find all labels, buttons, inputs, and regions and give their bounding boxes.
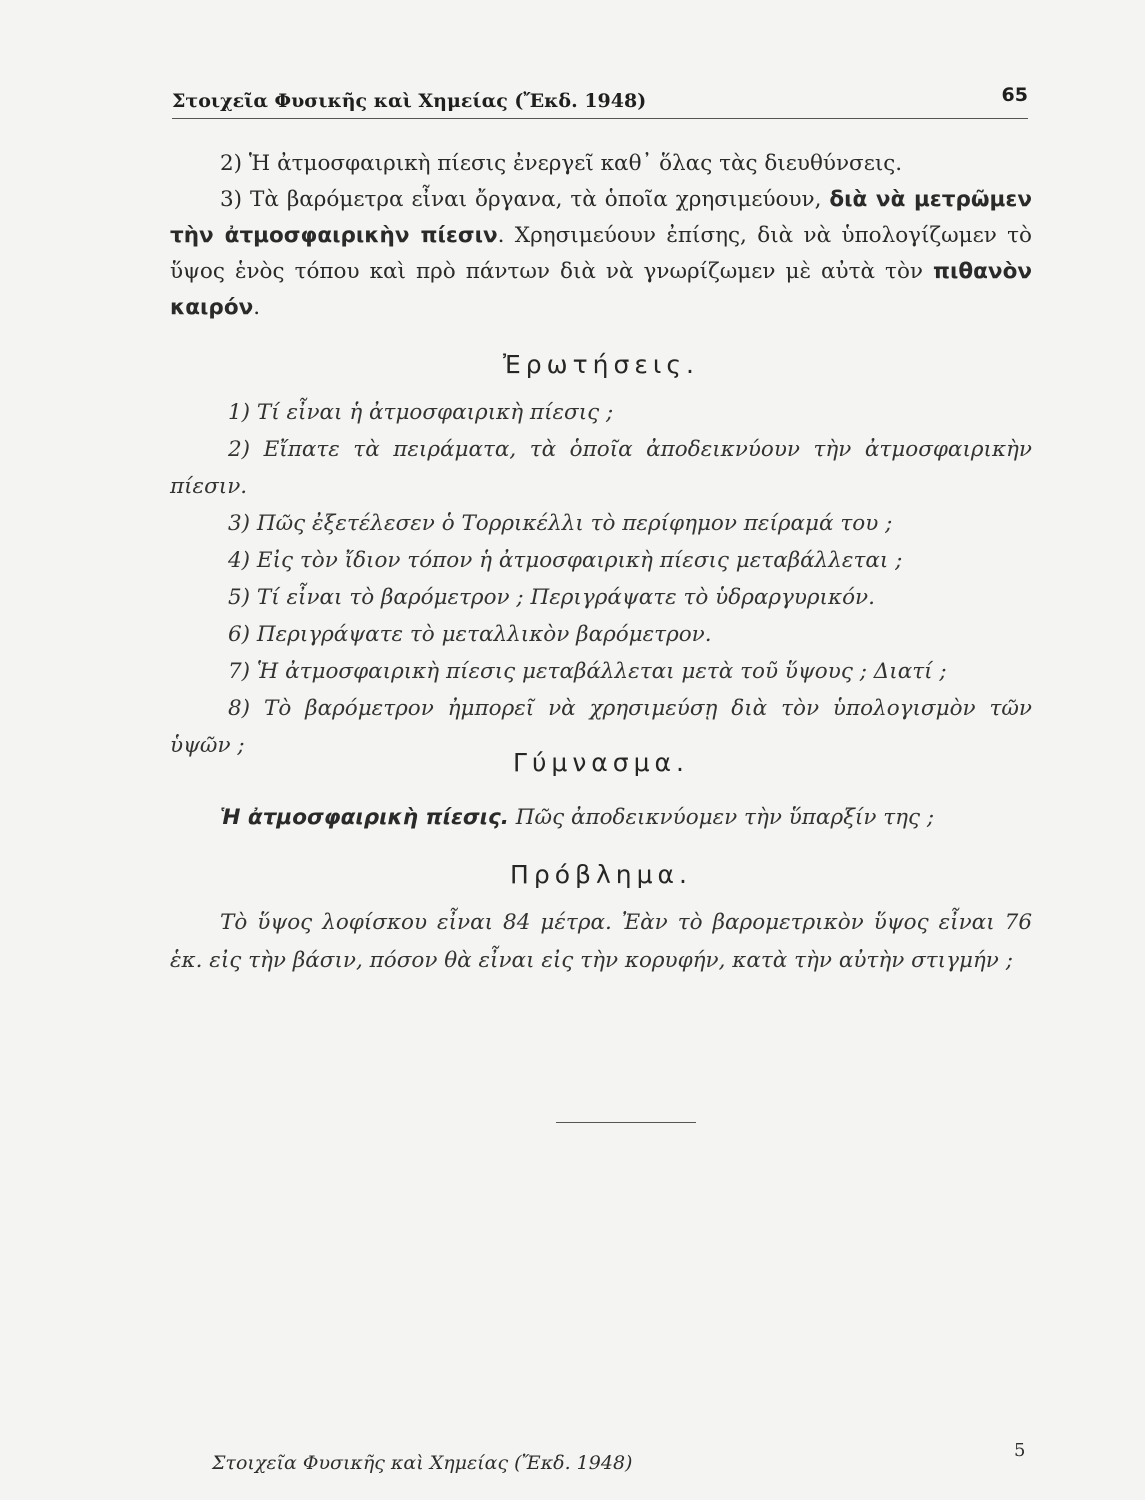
header-title: Στοιχεῖα Φυσικῆς καὶ Χημείας (Ἔκδ. 1948) [172, 90, 647, 112]
question-item: 3) Πῶς ἐξετέλεσεν ὁ Τορρικέλλι τὸ περίφημον πείραμά του ; [228, 511, 893, 536]
paragraph-3-part-c: . Χρησιμεύουν ἐπίσης, διὰ νὰ ὑπολογίζωμεν τὸ ὕψος ἑνὸς τόπου καὶ πρὸ πάντων διὰ νὰ γνωρίζωμεν μὲ αὐτὰ τὸν [170, 223, 1032, 284]
paragraph-3-bold-b: πιθανὸν καιρόν [170, 259, 1032, 320]
problem-heading: Πρόβλημα. [510, 860, 692, 889]
exercise-heading: Γύμνασμα. [513, 748, 689, 777]
question-item: 1) Τί εἶναι ἡ ἀτμοσφαιρικὴ πίεσις ; [228, 400, 614, 425]
header-page-number: 65 [1001, 84, 1028, 106]
paragraph-3-part-a: 3) Τὰ βαρόμετρα εἶναι ὄργανα, τὰ ὁποῖα χρησιμεύουν, [220, 187, 830, 212]
problem-text [170, 904, 1032, 980]
question-item: 7) Ἡ ἀτμοσφαιρικὴ πίεσις μεταβάλλεται μετὰ τοῦ ὕψους ; Διατί ; [228, 659, 947, 684]
question-item: 6) Περιγράψατε τὸ μεταλλικὸν βαρόμετρον. [228, 622, 712, 647]
question-item: 4) Εἰς τὸν ἴδιον τόπον ἡ ἀτμοσφαιρικὴ πίεσις μεταβάλλεται ; [228, 548, 903, 573]
exercise-paragraph [170, 800, 1032, 836]
exercise-question: Πῶς ἀποδεικνύομεν τὴν ὕπαρξίν της ; [508, 805, 935, 830]
footer-title: Στοιχεῖα Φυσικῆς καὶ Χημείας (Ἔκδ. 1948) [212, 1452, 633, 1474]
running-header [172, 76, 1028, 119]
end-rule [556, 1122, 696, 1123]
exercise-bold: Ἡ ἀτμοσφαιρικὴ πίεσις. [220, 805, 509, 830]
questions-heading: Ἐρωτήσεις. [503, 350, 699, 379]
paragraph-2: 2) Ἡ ἀτμοσφαιρικὴ πίεσις ἐνεργεῖ καθ᾽ ὅλας τὰς διευθύνσεις. [220, 151, 903, 176]
body-text [170, 146, 1032, 326]
footer-page-number: 5 [1014, 1440, 1026, 1461]
questions-list [170, 394, 1032, 764]
problem-paragraph: Τὸ ὕψος λοφίσκου εἶναι 84 μέτρα. Ἐὰν τὸ βαρομετρικὸν ὕψος εἶναι 76 ἑκ. εἰς τὴν βάσιν, πόσον θὰ εἶναι εἰς τὴν κορυφήν, κατὰ τὴν αὐτὴν στιγμήν ; [170, 910, 1032, 973]
paragraph-3-end: . [253, 295, 261, 320]
paragraph-3-bold-a: διὰ νὰ μετρῶμεν τὴν ἀτμοσφαιρικὴν πίεσιν [170, 187, 1032, 248]
exercise-text [170, 800, 1032, 836]
paragraph-3 [170, 182, 1032, 326]
question-item: 5) Τί εἶναι τὸ βαρόμετρον ; Περιγράψατε τὸ ὑδραργυρικόν. [228, 585, 875, 610]
question-item: 2) Εἴπατε τὰ πειράματα, τὰ ὁποῖα ἀποδεικνύουν τὴν ἀτμοσφαιρικὴν πίεσιν. [170, 437, 1032, 499]
question-item: 8) Τὸ βαρόμετρον ἠμπορεῖ νὰ χρησιμεύσῃ διὰ τὸν ὑπολογισμὸν τῶν ὑψῶν ; [170, 696, 1032, 758]
